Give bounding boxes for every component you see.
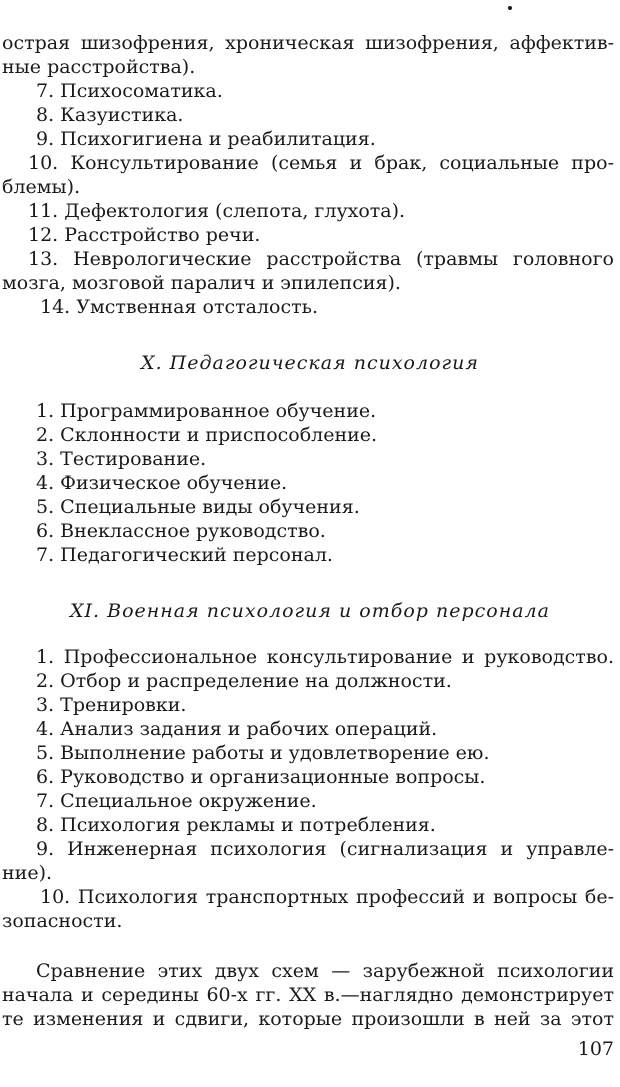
section-heading: X. Педагогическая психология <box>141 352 479 374</box>
list-item: 6. Внеклассное руководство. <box>36 520 326 542</box>
paragraph-line: начала и середины 60-х гг. XX в.—наглядно демонстрирует <box>2 984 614 1006</box>
list-item: 11. Дефектология (слепота, глухота). <box>28 200 406 222</box>
list-item-continuation: ние). <box>2 862 53 884</box>
section-heading: XI. Военная психология и отбор персонала <box>70 600 550 622</box>
list-item: 2. Склонности и приспособление. <box>36 424 378 446</box>
paragraph-line: Сравнение этих двух схем — зарубежной психологии <box>36 960 614 982</box>
page-number: 107 <box>577 1038 614 1060</box>
list-item: 9. Психогигиена и реабилитация. <box>36 128 376 150</box>
list-item: 7. Педагогический персонал. <box>36 544 333 566</box>
list-item: 4. Физическое обучение. <box>36 472 288 494</box>
list-item: 14. Умственная отсталость. <box>40 296 319 318</box>
list-continuation-line: острая шизофрения, хроническая шизофрения, аффектив- <box>2 32 614 54</box>
list-item: 3. Тестирование. <box>36 448 207 470</box>
list-item: 12. Расстройство речи. <box>28 224 261 246</box>
list-item: 8. Психология рекламы и потребления. <box>36 814 436 836</box>
list-item: 8. Казуистика. <box>36 104 184 126</box>
ink-speck <box>508 6 512 10</box>
list-item: 5. Выполнение работы и удовлетворение ею. <box>36 742 490 764</box>
list-item: 6. Руководство и организационные вопросы. <box>36 766 486 788</box>
list-item: 2. Отбор и распределение на должности. <box>36 670 452 692</box>
paragraph-line: те изменения и сдвиги, которые произошли в ней за этот <box>2 1008 614 1030</box>
list-item: 7. Специальное окружение. <box>36 790 317 812</box>
list-item: 13. Неврологические расстройства (травмы головного <box>28 248 614 270</box>
list-item-continuation: зопасности. <box>2 910 123 932</box>
list-item: 10. Консультирование (семья и брак, социальные про- <box>28 152 614 174</box>
list-continuation-line: ные расстройства). <box>2 56 196 78</box>
list-item: 7. Психосоматика. <box>36 80 223 102</box>
list-item: 1. Программированное обучение. <box>36 400 377 422</box>
list-item-continuation: блемы). <box>2 176 81 198</box>
list-item: 1. Профессиональное консультирование и руководство. <box>36 646 614 668</box>
list-item: 10. Психология транспортных профессий и вопросы бе- <box>40 886 614 908</box>
list-item: 5. Специальные виды обучения. <box>36 496 360 518</box>
list-item: 4. Анализ задания и рабочих операций. <box>36 718 438 740</box>
list-item: 3. Тренировки. <box>36 694 187 716</box>
list-item: 9. Инженерная психология (сигнализация и управле- <box>36 838 614 860</box>
list-item-continuation: мозга, мозговой паралич и эпилепсия). <box>2 272 401 294</box>
